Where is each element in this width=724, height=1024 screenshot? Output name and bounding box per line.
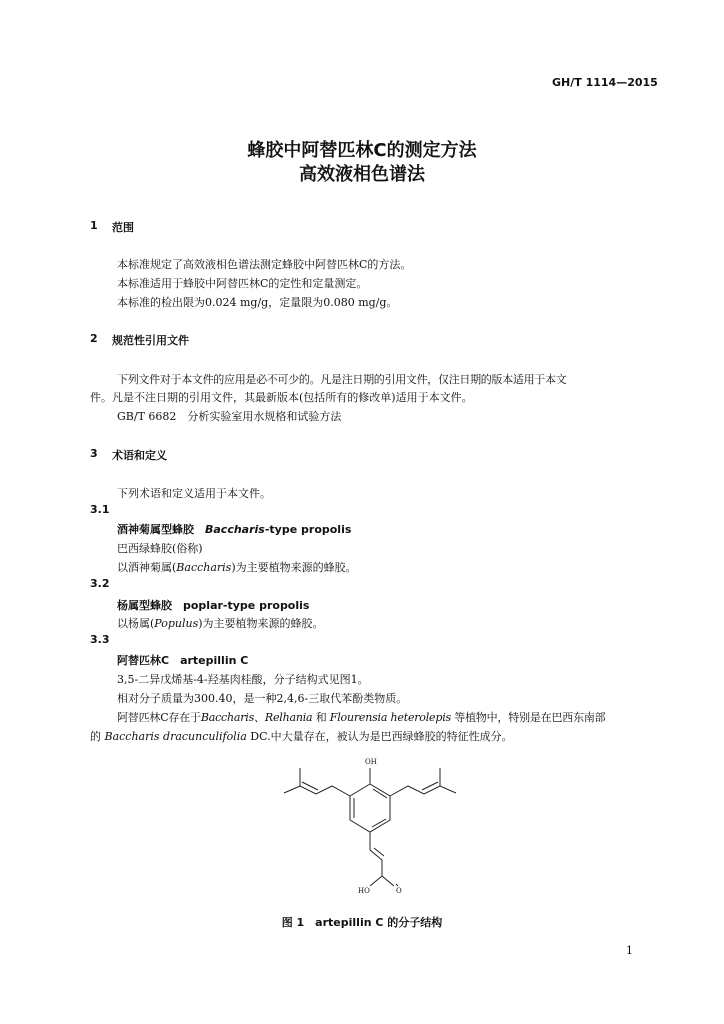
term-3-2-def-italic: Populus <box>154 617 199 630</box>
line-3-italic-2: Relhania <box>264 711 313 724</box>
section-1-title: 范围 <box>112 221 134 234</box>
oh-label: OH <box>365 758 377 766</box>
document-subtitle: 高效液相色谱法 <box>299 164 425 185</box>
section-1-para-2: 本标准适用于蜂胶中阿替匹林C的定性和定量测定。 <box>117 277 368 290</box>
page-number: 1 <box>626 944 633 957</box>
term-3-3-line-3 <box>117 709 605 725</box>
line-4-text-a: 的 <box>90 730 101 743</box>
line-3-text-a: 阿替匹林C存在于 <box>117 711 201 724</box>
term-3-3-cn: 阿替匹林C <box>117 654 170 667</box>
section-3-intro: 下列术语和定义适用于本文件。 <box>117 487 271 500</box>
term-3-3-line-2: 相对分子质量为300.40，是一种2,4,6-三取代苯酚类物质。 <box>117 692 408 705</box>
section-1-number: 1 <box>90 219 98 232</box>
acrylic-acid-chain <box>370 832 394 886</box>
term-3-2-definition <box>117 615 324 631</box>
term-3-1-def-pre: 以酒神菊属( <box>117 561 177 574</box>
term-3-3-heading <box>117 652 248 668</box>
line-4-text-b: DC.中大量存在，被认为是巴西绿蜂胶的特征性成分。 <box>250 730 513 743</box>
figure-caption: 图 1 artepillin C 的分子结构 <box>281 916 443 929</box>
term-3-1-def-italic: Baccharis <box>176 561 232 574</box>
term-3-2-def-post: )为主要植物来源的蜂胶。 <box>198 617 324 630</box>
term-3-1-alias: 巴西绿蜂胶(俗称) <box>117 542 203 555</box>
term-3-3-en: artepillin C <box>180 654 249 667</box>
right-prenyl-chain <box>390 768 456 796</box>
line-3-text-b: 、 <box>254 711 265 724</box>
term-3-1-cn: 酒神菊属型蜂胶 <box>117 523 194 536</box>
left-prenyl-chain <box>284 768 350 796</box>
section-2-para-line-2: 件。凡是不注日期的引用文件，其最新版本(包括所有的修改单)适用于本文件。 <box>90 391 473 404</box>
line-3-italic-3: Flourensia heterolepis <box>329 711 451 724</box>
benzene-ring <box>350 784 390 832</box>
term-3-3-number: 3.3 <box>90 633 110 646</box>
section-2-para-line-1: 下列文件对于本文件的应用是必不可少的。凡是注日期的引用文件，仅注日期的版本适用于本文 <box>117 373 567 386</box>
term-3-2-def-pre: 以杨属( <box>117 617 155 630</box>
term-3-1-en-italic: Baccharis <box>205 523 265 536</box>
section-2-title: 规范性引用文件 <box>112 334 189 347</box>
standard-code: GH/T 1114—2015 <box>552 76 658 89</box>
section-3-title: 术语和定义 <box>112 449 167 462</box>
term-3-2-cn: 杨属型蜂胶 <box>117 599 172 612</box>
oxygen-label: O <box>396 887 402 895</box>
term-3-1-number: 3.1 <box>90 503 110 516</box>
term-3-2-number: 3.2 <box>90 577 110 590</box>
term-3-3-line-1: 3,5-二异戊烯基-4-羟基肉桂酸，分子结构式见图1。 <box>117 673 369 686</box>
ho-label: HO <box>358 887 370 895</box>
term-3-2-en: poplar-type propolis <box>183 599 310 612</box>
term-3-1-def-post: )为主要植物来源的蜂胶。 <box>231 561 357 574</box>
section-3-number: 3 <box>90 447 98 460</box>
line-4-italic-1: Baccharis dracunculifolia <box>104 730 247 743</box>
line-3-text-c: 和 <box>315 711 327 724</box>
section-1-para-3: 本标准的检出限为0.024 mg/g，定量限为0.080 mg/g。 <box>117 296 398 309</box>
section-1-para-1: 本标准规定了高效液相色谱法测定蜂胶中阿替匹林C的方法。 <box>117 258 412 271</box>
line-3-italic-1: Baccharis <box>200 711 255 724</box>
term-3-1-heading <box>117 521 351 537</box>
molecular-structure-figure <box>270 748 470 898</box>
term-3-2-heading <box>117 597 309 613</box>
term-3-1-en-rest: -type propolis <box>264 523 352 536</box>
section-2-number: 2 <box>90 332 98 345</box>
term-3-3-line-4 <box>90 728 513 744</box>
term-3-1-definition <box>117 559 357 575</box>
section-2-reference: GB/T 6682 分析实验室用水规格和试验方法 <box>117 410 342 423</box>
document-title: 蜂胶中阿替匹林C的测定方法 <box>247 140 477 161</box>
line-3-text-d: 等植物中，特别是在巴西东南部 <box>454 711 606 724</box>
